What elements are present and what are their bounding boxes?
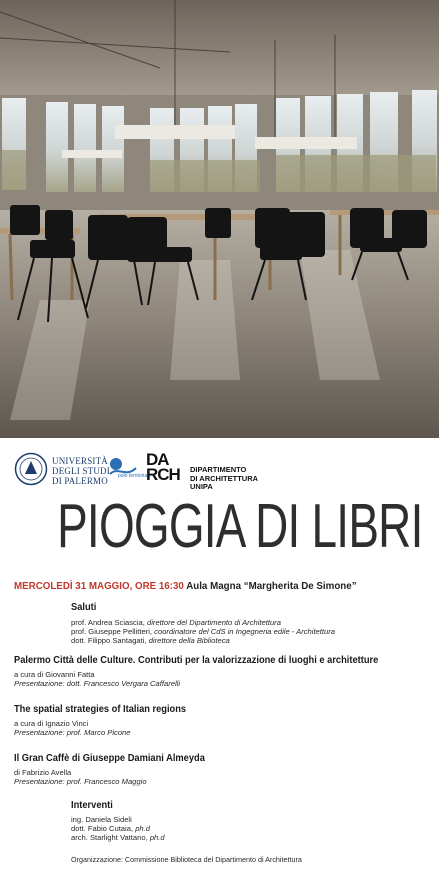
saluti-line: prof. Andrea Sciascia, direttore del Dipartimento di Architettura xyxy=(71,618,281,627)
interventi-section xyxy=(71,799,165,842)
unipa-line-2: DEGLI STUDI xyxy=(52,466,110,476)
darch-mark-bottom: RCH xyxy=(146,465,180,484)
unipa-seal-icon xyxy=(14,452,48,486)
interventi-line: arch. Starlight Vattano, ph.d xyxy=(71,833,165,842)
unipa-logo xyxy=(14,448,114,488)
polo-logo xyxy=(106,448,152,488)
book-section xyxy=(14,703,199,737)
book-curator: a cura di Giovanni Fatta xyxy=(14,670,95,679)
organization-note: Organizzazione: Commissione Biblioteca del Dipartimento di Architettura xyxy=(71,855,302,864)
polo-mark-icon xyxy=(106,452,138,484)
unipa-line-1: UNIVERSITÀ xyxy=(52,456,108,466)
darch-line-2: DI ARCHITETTURA xyxy=(190,473,259,483)
interventi-title: Interventi xyxy=(71,800,113,811)
hero-photo xyxy=(0,0,439,438)
saluti-title: Saluti xyxy=(71,602,97,613)
interventi-line: ing. Daniela Sideli xyxy=(71,815,132,824)
event-title: PIOGGIA DI LIBRI xyxy=(57,492,423,561)
book-curator: di Fabrizio Avella xyxy=(14,768,72,777)
interventi-line: dott. Fabio Cutaia, ph.d xyxy=(71,824,150,833)
book-title: The spatial strategies of Italian regions xyxy=(14,704,187,715)
event-day-time: MERCOLEDÌ 31 MAGGIO, ORE 16:30 xyxy=(14,580,184,592)
saluti-line: prof. Giuseppe Pellitteri, coordinatore del CdS in Ingegneria edile - Architettura xyxy=(71,627,335,636)
saluti-section xyxy=(71,601,335,645)
book-section xyxy=(14,752,219,786)
saluti-line: dott. Filippo Santagati, direttore della Biblioteca xyxy=(71,636,230,645)
book-presentation: Presentazione: prof. Marco Picone xyxy=(14,728,131,737)
book-curator: a cura di Ignazio Vinci xyxy=(14,719,89,728)
book-presentation: Presentazione: prof. Francesco Maggio xyxy=(14,777,147,786)
polo-label: polo territoriale xyxy=(118,473,152,479)
unipa-line-3: DI PALERMO xyxy=(52,476,108,486)
darch-logo xyxy=(146,448,266,491)
book-title: Palermo Città delle Culture. Contributi per la valorizzazione di luoghi e architetture xyxy=(14,655,379,666)
darch-line-3: UNIPA xyxy=(190,482,213,491)
book-presentation: Presentazione: dott. Francesco Vergara Caffarelli xyxy=(14,679,181,688)
event-date xyxy=(14,580,405,592)
book-title: Il Gran Caffè di Giuseppe Damiani Almeyda xyxy=(14,753,205,764)
book-section xyxy=(14,654,406,688)
logo-bar xyxy=(14,448,434,490)
darch-line-1: DIPARTIMENTO xyxy=(190,465,247,474)
darch-mark-top: DA xyxy=(146,450,169,469)
event-place: Aula Magna “Margherita De Simone” xyxy=(186,580,357,592)
